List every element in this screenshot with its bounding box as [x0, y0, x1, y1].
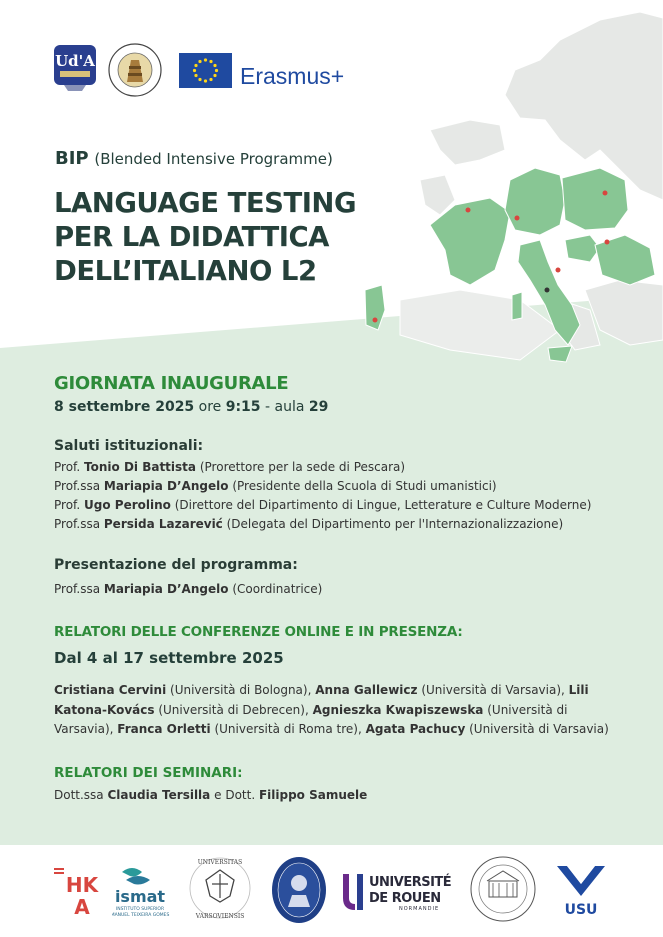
warsaw-university-logo: [186, 852, 254, 924]
greeting-row: Prof.ssa Persida Lazarević (Delegata del Dipartimento per l'Internazionalizzazione): [54, 517, 564, 531]
inaugural-time-prefix: ore: [198, 399, 222, 415]
eu-flag-icon: [179, 53, 232, 88]
conference-dates: Dal 4 al 17 settembre 2025: [54, 649, 284, 667]
uda-logo: [52, 43, 98, 93]
title-line-3: DELL’ITALIANO L2: [54, 255, 317, 287]
hka-logo: [52, 862, 102, 917]
title-line-2: PER LA DIDATTICA: [54, 221, 329, 253]
presentation-row: Prof.ssa Mariapia D’Angelo (Coordinatrice): [54, 582, 323, 596]
svg-text:MANUEL TEIXEIRA GOMES: MANUEL TEIXEIRA GOMES: [112, 913, 170, 918]
inaugural-date: 8 settembre 2025: [54, 399, 195, 415]
programme-full: (Blended Intensive Programme): [94, 150, 333, 168]
programme-label: [55, 148, 333, 169]
universite-de-rouen-logo: [341, 870, 453, 912]
svg-text:VARSOVIENSIS: VARSOVIENSIS: [195, 913, 245, 920]
uda-logo-text: Ud'A: [55, 52, 95, 70]
svg-text:USU: USU: [564, 902, 598, 918]
lithuanian-university-seal: [270, 855, 328, 925]
inaugural-room-prefix: - aula: [265, 399, 305, 415]
seminar-heading: RELATORI DEI SEMINARI:: [54, 765, 243, 781]
department-seal-logo: [107, 42, 163, 98]
erasmus-logo-text: Erasmus+: [240, 63, 345, 89]
programme-acronym: BIP: [55, 148, 89, 169]
svg-text:ismat: ismat: [114, 887, 166, 906]
greetings-list: [54, 458, 654, 534]
inaugural-time: 9:15: [225, 399, 261, 415]
svg-text:UNIVERSITAS: UNIVERSITAS: [197, 859, 243, 866]
presentation-heading: Presentazione del programma:: [54, 557, 298, 573]
university-seal-building: [468, 853, 538, 925]
svg-text:A: A: [74, 895, 90, 917]
inaugural-heading: GIORNATA INAUGURALE: [54, 373, 289, 394]
svg-text:HK: HK: [65, 873, 99, 897]
greeting-row: Prof. Tonio Di Battista (Prorettore per la sede di Pescara): [54, 460, 406, 474]
greeting-row: Prof.ssa Mariapia D’Angelo (Presidente della Scuola di Studi umanistici): [54, 479, 497, 493]
svg-text:UNIVERSITÉ: UNIVERSITÉ: [369, 875, 452, 890]
title-line-1: LANGUAGE TESTING: [54, 187, 357, 219]
inaugural-room: 29: [308, 399, 329, 415]
page-title: [54, 186, 414, 288]
ismat-logo: [112, 862, 172, 920]
greeting-row: Prof. Ugo Perolino (Direttore del Dipartimento di Lingue, Letterature e Culture Moderne): [54, 498, 592, 512]
usu-logo: [553, 862, 609, 918]
svg-text:NORMANDIE: NORMANDIE: [399, 906, 440, 912]
conference-speakers: Cristiana Cervini (Università di Bologna), Anna Gallewicz (Università di Varsavia), Lili Katona-Kovács (Università di Debrecen), Agnieszka Kwapiszewska (Università di Varsavia), Franca Orletti (Università di Roma tre), Agata Pachucy (Università di Varsavia): [54, 683, 609, 736]
greetings-heading: Saluti istituzionali:: [54, 438, 204, 454]
svg-text:INSTITUTO SUPERIOR: INSTITUTO SUPERIOR: [115, 907, 165, 912]
inaugural-date-line: [54, 399, 328, 415]
conference-heading: RELATORI DELLE CONFERENZE ONLINE E IN PRESENZA:: [54, 624, 463, 640]
seminar-speakers: Dott.ssa Claudia Tersilla e Dott. Filippo Samuele: [54, 788, 368, 802]
svg-text:DE ROUEN: DE ROUEN: [369, 891, 441, 906]
